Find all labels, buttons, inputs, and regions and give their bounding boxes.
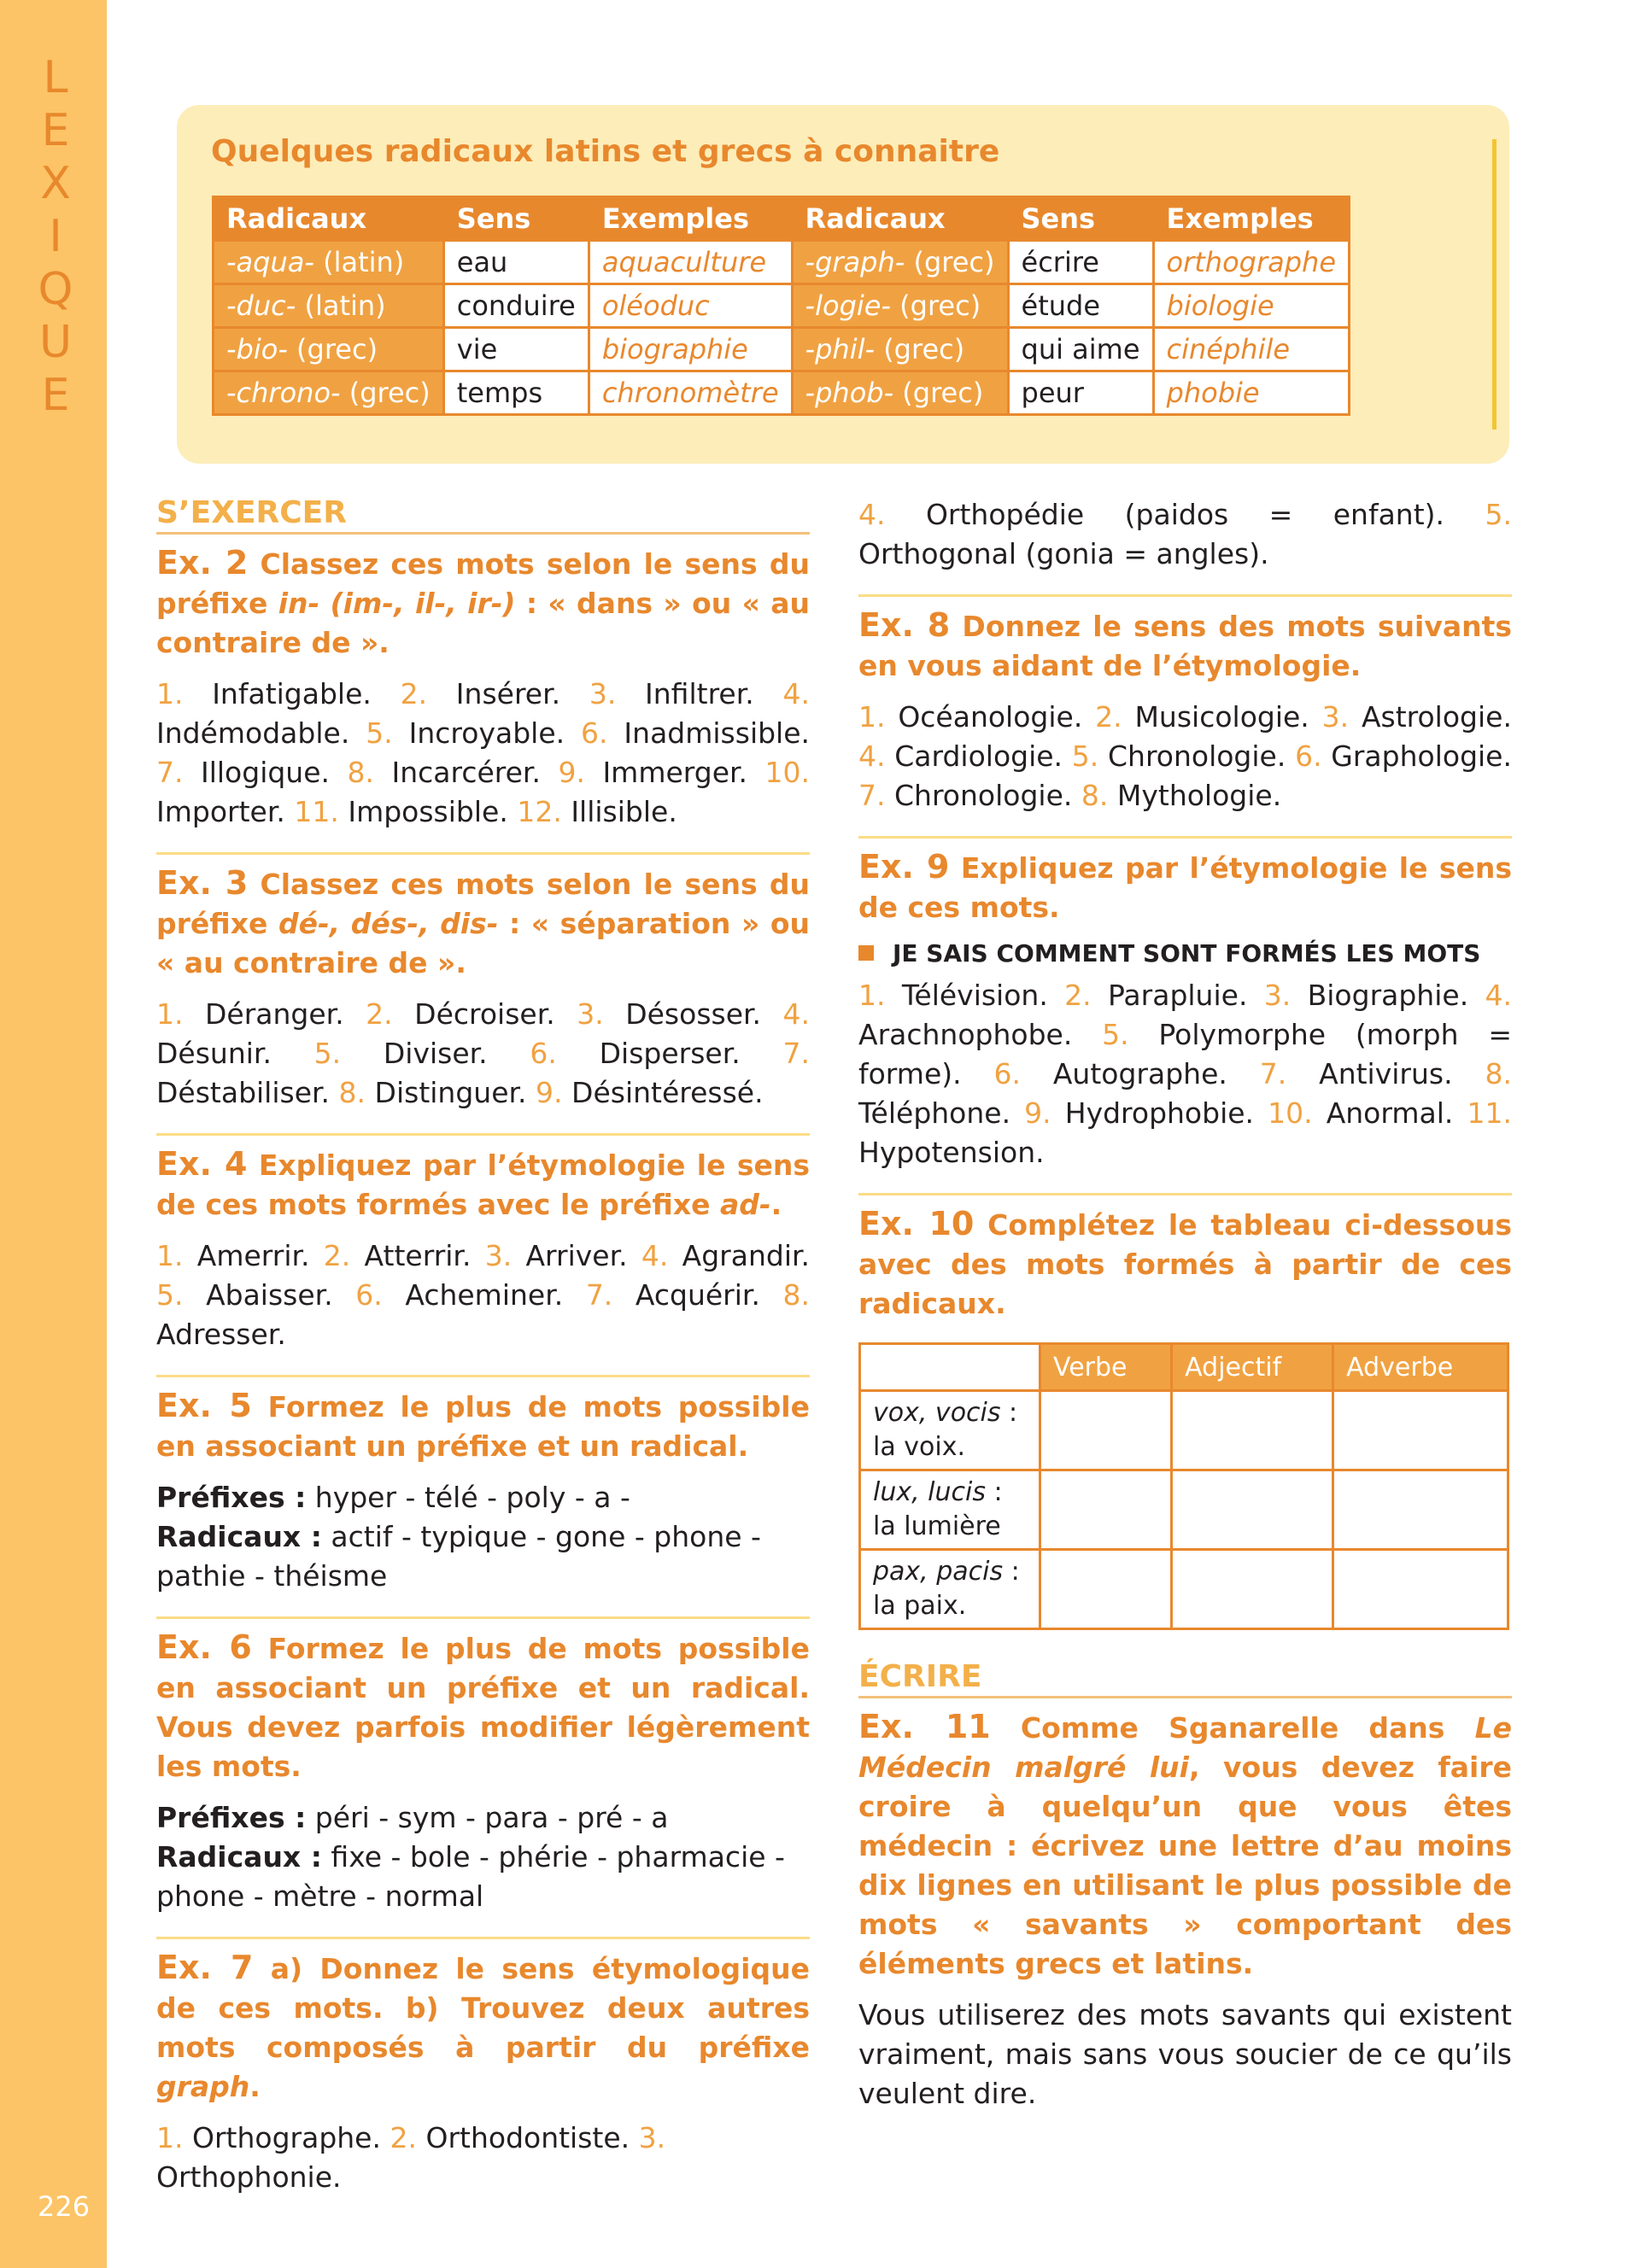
box-divider	[1492, 139, 1496, 430]
exercise-title: Ex. 3 Classez ces mots selon le sens du préfixe dé-, dés-, dis- : « séparation » ou « au contraire de ».	[156, 864, 811, 979]
section-letter: E	[41, 105, 70, 156]
radical-cell: -logie- (grec)	[792, 284, 1008, 328]
radical-cell: -graph- (grec)	[792, 241, 1008, 284]
column-header: Adverbe	[1333, 1344, 1508, 1391]
column-header: Sens	[1008, 197, 1153, 241]
example-cell: aquaculture	[589, 241, 792, 284]
table-row	[214, 328, 1350, 371]
exercise-title: Ex. 8 Donnez le sens des mots suivants en vous aidant de l’étymologie.	[858, 606, 1513, 682]
section-letter: Q	[38, 264, 73, 315]
table-row	[214, 284, 1350, 328]
table-row	[860, 1470, 1508, 1550]
section-heading: S’EXERCER	[156, 495, 810, 535]
page-number: 226	[38, 2190, 91, 2223]
answer-cell[interactable]	[1040, 1470, 1172, 1550]
radical-label-cell: vox, vocis : la voix.	[860, 1391, 1040, 1470]
square-bullet-icon	[858, 945, 874, 961]
answer-cell[interactable]	[1172, 1470, 1333, 1550]
answer-cell[interactable]	[1333, 1470, 1508, 1550]
radical-cell: -bio- (grec)	[214, 328, 444, 371]
radical-cell: -duc- (latin)	[214, 284, 444, 328]
section-letter: L	[43, 52, 68, 103]
exercise-9	[858, 836, 1512, 1172]
meaning-cell: étude	[1008, 284, 1153, 328]
answer-cell[interactable]	[1333, 1391, 1508, 1470]
section-heading: ÉCRIRE	[858, 1659, 1512, 1698]
exercise-8	[858, 594, 1512, 815]
radicals-table	[212, 196, 1350, 416]
meaning-cell: eau	[443, 241, 589, 284]
section-letter: E	[41, 370, 70, 421]
radical-cell: -phil- (grec)	[792, 328, 1008, 371]
sidebar	[0, 0, 107, 2268]
exercise-items: 1. Déranger. 2. Décroiser. 3. Désosser. 4. Désunir. 5. Diviser. 6. Disperser. 7. Déstabiliser. 8. Distinguer. 9. Désintéressé.	[156, 997, 811, 1109]
exercise-title: Ex. 9 Expliquez par l’étymologie le sens de ces mots.	[858, 848, 1513, 924]
answer-cell[interactable]	[1040, 1550, 1172, 1629]
exercise-title: Ex. 5 Formez le plus de mots possible en associant un préfixe et un radical.	[156, 1387, 810, 1463]
right-column	[858, 495, 1512, 2113]
table-row	[214, 371, 1350, 415]
table-header-row	[860, 1344, 1508, 1391]
example-cell: biographie	[589, 328, 792, 371]
answer-cell[interactable]	[1172, 1550, 1333, 1629]
table-header-row	[214, 197, 1350, 241]
column-header: Radicaux	[792, 197, 1008, 241]
left-column	[156, 495, 810, 2197]
radical-label-cell: pax, pacis : la paix.	[860, 1550, 1040, 1629]
exercise-items: 1. Télévision. 2. Parapluie. 3. Biographie. 4. Arachnophobe. 5. Polymorphe (morph = forme). 6. Autographe. 7. Antivirus. 8. Téléphone. 9. Hydrophobie. 10. Anormal. 11. Hypotension.	[858, 979, 1513, 1169]
exercise-11	[858, 1704, 1512, 2113]
section-letter: U	[38, 317, 73, 368]
radical-cell: -aqua- (latin)	[214, 241, 444, 284]
exercise-items: 1. Orthographe. 2. Orthodontiste. 3. Orthophonie.	[156, 2121, 666, 2194]
exercise-title: Ex. 4 Expliquez par l’étymologie le sens de ces mots formés avec le préfixe ad-.	[156, 1145, 811, 1221]
table-row	[214, 241, 1350, 284]
table-row	[860, 1391, 1508, 1470]
exercise-3	[156, 852, 810, 1113]
column-header: Radicaux	[214, 197, 444, 241]
exercise-items: 1. Infatigable. 2. Insérer. 3. Infiltrer. 4. Indémodable. 5. Incroyable. 6. Inadmissible. 7. Illogique. 8. Incarcérer. 9. Immerger. 10. Importer. 11. Impossible. 12. Illisible.	[156, 677, 811, 828]
radical-label-cell: lux, lucis : la lumière	[860, 1470, 1040, 1550]
meaning-cell: écrire	[1008, 241, 1153, 284]
column-header: Exemples	[589, 197, 792, 241]
exercise-title: Ex. 11 Comme Sganarelle dans Le Médecin malgré lui, vous devez faire croire à quelqu’un que vous êtes médecin : écrivez une lettre d’au moins dix lignes en utilisant le plus possible de mots « savants » comportant des éléments grecs et latins.	[858, 1708, 1513, 1980]
column-header: Verbe	[1040, 1344, 1172, 1391]
section-letter: I	[49, 211, 62, 262]
exercise-instructions: Vous utiliserez des mots savants qui existent vraiment, mais sans vous soucier de ce qu’ils veulent dire.	[858, 1998, 1512, 2110]
exercise-title: Ex. 6 Formez le plus de mots possible en associant un préfixe et un radical. Vous devez parfois modifier légèrement les mots.	[156, 1628, 810, 1783]
column-header: Exemples	[1153, 197, 1350, 241]
completion-table	[858, 1342, 1509, 1630]
radicals-box	[177, 105, 1509, 464]
example-cell: phobie	[1153, 371, 1350, 415]
table-row	[860, 1550, 1508, 1629]
example-cell: chronomètre	[589, 371, 792, 415]
example-cell: orthographe	[1153, 241, 1350, 284]
answer-cell[interactable]	[1040, 1391, 1172, 1470]
meaning-cell: qui aime	[1008, 328, 1153, 371]
answer-cell[interactable]	[1333, 1550, 1508, 1629]
radicals-box-title: Quelques radicaux latins et grecs à connaitre	[211, 134, 1000, 169]
exercise-5	[156, 1375, 810, 1596]
answer-cell[interactable]	[1172, 1391, 1333, 1470]
exercise-7	[156, 1937, 810, 2197]
meaning-cell: conduire	[443, 284, 589, 328]
example-cell: oléoduc	[589, 284, 792, 328]
corner-cell	[860, 1344, 1040, 1391]
column-header: Sens	[443, 197, 589, 241]
meaning-cell: temps	[443, 371, 589, 415]
column-header: Adjectif	[1172, 1344, 1333, 1391]
meaning-cell: peur	[1008, 371, 1153, 415]
exercise-items: Préfixes : péri - sym - para - pré - a Radicaux : fixe - bole - phérie - pharmacie - phone - mètre - normal	[156, 1801, 785, 1913]
exercise-10	[858, 1193, 1512, 1630]
exercise-title: Ex. 2 Classez ces mots selon le sens du préfixe in- (im-, il-, ir-) : « dans » ou « au contraire de ».	[156, 544, 811, 659]
section-letter: X	[40, 158, 71, 209]
exercise-items: 1. Amerrir. 2. Atterrir. 3. Arriver. 4. Agrandir. 5. Abaisser. 6. Acheminer. 7. Acquérir. 8. Adresser.	[156, 1239, 811, 1351]
meaning-cell: vie	[443, 328, 589, 371]
exercise-title: Ex. 10 Complétez le tableau ci-dessous avec des mots formés à partir de ces radicaux.	[858, 1205, 1513, 1320]
exercise-title: Ex. 7 a) Donnez le sens étymologique de ces mots. b) Trouvez deux autres mots composés à partir du préfixe graph.	[156, 1949, 810, 2103]
example-cell: cinéphile	[1153, 328, 1350, 371]
section-label	[26, 51, 85, 422]
exercise-7-continued: 4. Orthopédie (paidos = enfant). 5. Orthogonal (gonia = angles).	[858, 498, 1512, 570]
skill-subheading: JE SAIS COMMENT SONT FORMÉS LES MOTS	[858, 939, 1512, 967]
exercise-items: Préfixes : hyper - télé - poly - a - Radicaux : actif - typique - gone - phone - pathie - théisme	[156, 1481, 761, 1593]
exercise-6	[156, 1616, 810, 1916]
example-cell: biologie	[1153, 284, 1350, 328]
exercise-2	[156, 540, 810, 832]
radical-cell: -chrono- (grec)	[214, 371, 444, 415]
radical-cell: -phob- (grec)	[792, 371, 1008, 415]
exercise-4	[156, 1133, 810, 1354]
exercise-items: 1. Océanologie. 2. Musicologie. 3. Astrologie. 4. Cardiologie. 5. Chronologie. 6. Graphologie. 7. Chronologie. 8. Mythologie.	[858, 700, 1512, 812]
